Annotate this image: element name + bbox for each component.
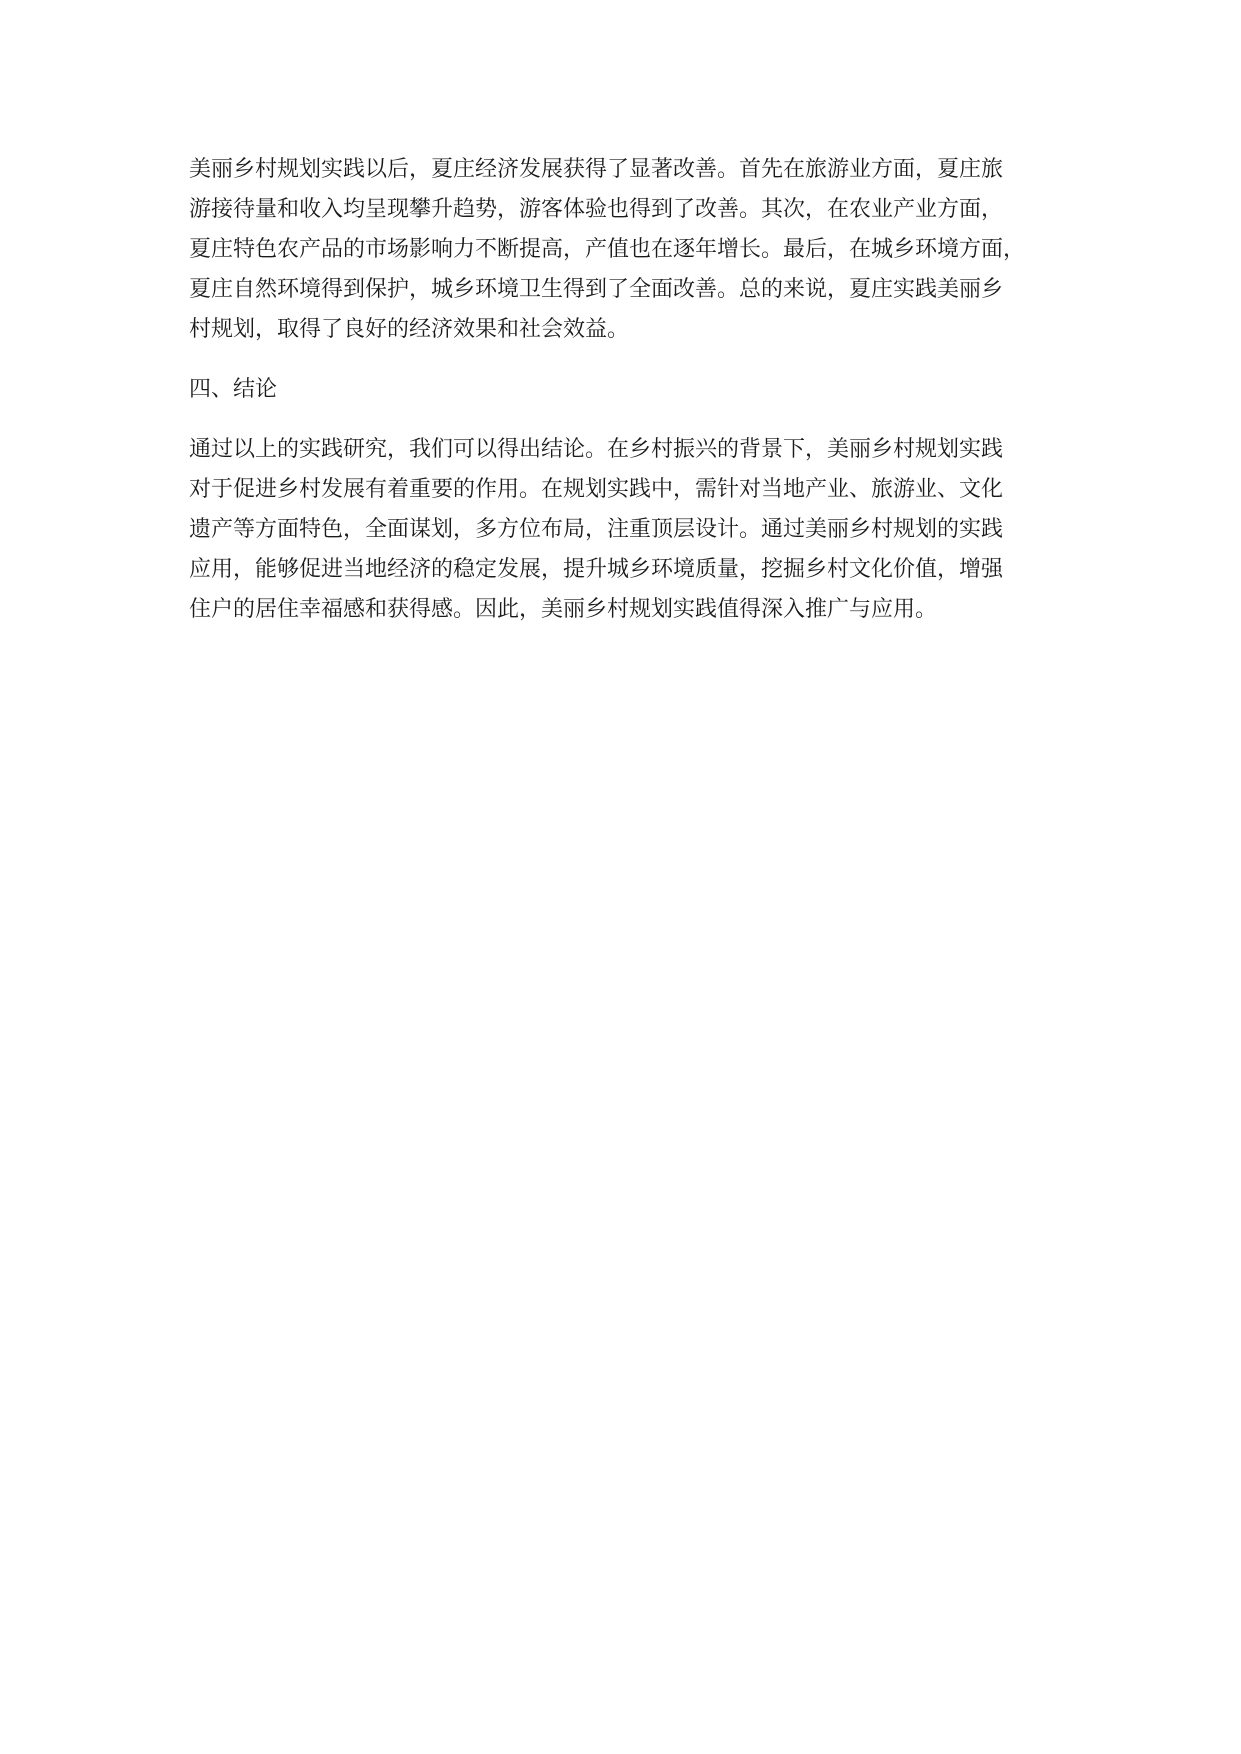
paragraph-line: 夏庄自然环境得到保护，城乡环境卫生得到了全面改善。总的来说，夏庄实践美丽乡 <box>189 277 1004 302</box>
paragraph-line: 住户的居住幸福感和获得感。因此，美丽乡村规划实践值得深入推广与应用。 <box>189 597 938 622</box>
paragraph-line: 美丽乡村规划实践以后，夏庄经济发展获得了显著改善。首先在旅游业方面，夏庄旅 <box>189 157 1004 182</box>
paragraph-line: 应用，能够促进当地经济的稳定发展，提升城乡环境质量，挖掘乡村文化价值，增强 <box>189 557 1004 582</box>
paragraph-line: 村规划，取得了良好的经济效果和社会效益。 <box>189 317 630 342</box>
paragraph-line: 游接待量和收入均呈现攀升趋势，游客体验也得到了改善。其次，在农业产业方面， <box>189 197 1004 222</box>
paragraph-economic-results <box>189 150 1089 350</box>
paragraph-line: 通过以上的实践研究，我们可以得出结论。在乡村振兴的背景下，美丽乡村规划实践 <box>189 437 1004 462</box>
paragraph-line: 对于促进乡村发展有着重要的作用。在规划实践中，需针对当地产业、旅游业、文化 <box>189 477 1004 502</box>
paragraph-line: 遗产等方面特色，全面谋划，多方位布局，注重顶层设计。通过美丽乡村规划的实践 <box>189 517 1004 542</box>
section-heading-conclusion: 四、结论 <box>189 377 278 402</box>
paragraph-conclusion <box>189 430 1089 630</box>
document-body <box>189 150 1089 630</box>
paragraph-line: 夏庄特色农产品的市场影响力不断提高，产值也在逐年增长。最后，在城乡环境方面， <box>189 237 1026 262</box>
